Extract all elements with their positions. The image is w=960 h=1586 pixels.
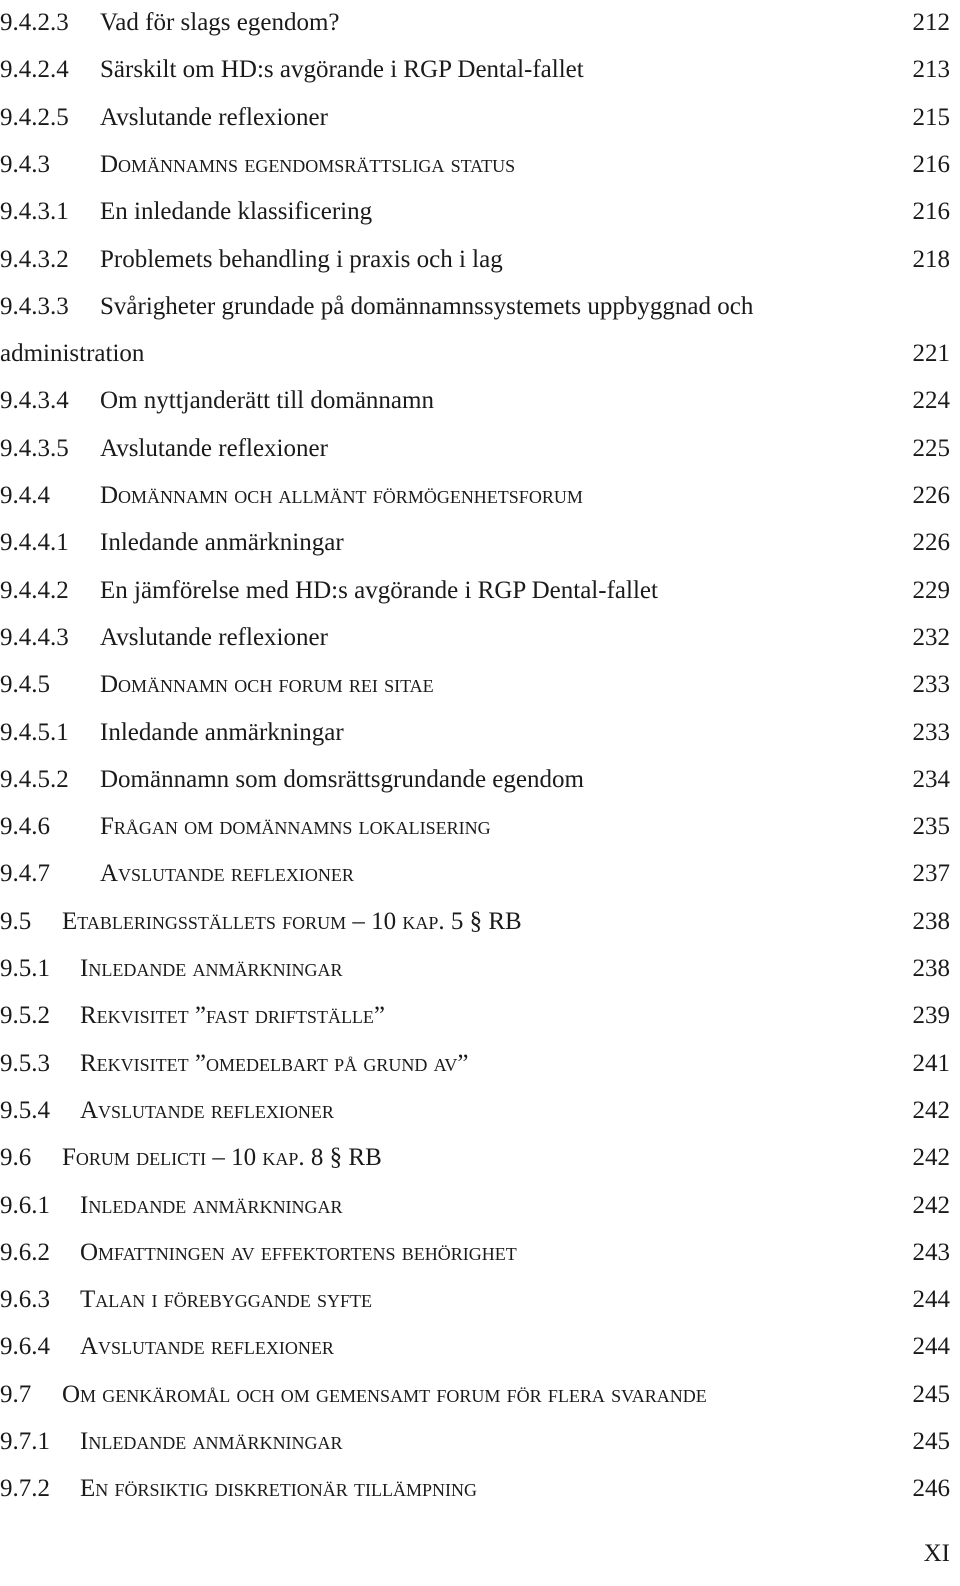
toc-entry-page: 226 — [912, 482, 950, 509]
toc-entry-page: 244 — [912, 1286, 950, 1314]
toc-entry-number: 9.4.5.1 — [0, 718, 69, 746]
toc-entry[interactable] — [0, 1183, 950, 1229]
toc-entry[interactable] — [0, 284, 950, 330]
page-folio: XI — [923, 1540, 950, 1567]
toc-entry-number: 9.4.5 — [0, 671, 50, 699]
toc-entry-number: 9.7.1 — [0, 1428, 50, 1455]
toc-entry[interactable] — [0, 804, 950, 850]
toc-entry-number: 9.5 — [0, 907, 32, 935]
toc-entry-number: 9.4.4.1 — [0, 529, 69, 557]
toc-entry-page: 242 — [912, 1144, 950, 1172]
toc-entry-page: 233 — [912, 671, 950, 699]
toc-entry-page: 242 — [912, 1191, 950, 1219]
toc-entry-page: 224 — [912, 387, 950, 415]
toc-entry-continuation — [0, 331, 950, 377]
toc-entry-title: Etableringsställets forum – 10 kap. 5 § RB — [62, 907, 522, 935]
toc-entry-title: Svårigheter grundade på domännamnssystemets uppbyggnad och — [100, 292, 754, 320]
toc-entry-page: 216 — [912, 150, 950, 178]
toc-entry-number: 9.4.2.3 — [0, 9, 69, 36]
toc-entry-number: 9.5.2 — [0, 1002, 50, 1030]
toc-entry[interactable] — [0, 426, 950, 472]
toc-entry-number: 9.4.3.2 — [0, 245, 69, 273]
toc-entry-title: Avslutande reflexioner — [80, 1333, 334, 1361]
toc-entry-number: 9.7 — [0, 1380, 32, 1408]
toc-entry-page: 245 — [912, 1428, 950, 1455]
toc-entry[interactable] — [0, 237, 950, 283]
toc-entry-page: 221 — [912, 340, 950, 368]
toc-entry-title: Frågan om domännamns lokalisering — [100, 813, 491, 841]
toc-entry-page: 242 — [912, 1096, 950, 1124]
toc-entry[interactable] — [0, 47, 950, 93]
toc-entry-title: En jämförelse med HD:s avgörande i RGP Dental-fallet — [100, 576, 658, 604]
toc-entry-number: 9.4.3.1 — [0, 198, 69, 226]
toc-entry-page: 229 — [912, 576, 950, 604]
toc-entry[interactable] — [0, 1088, 950, 1134]
toc-entry-number: 9.4.3.4 — [0, 387, 69, 415]
toc-entry-page: 225 — [912, 434, 950, 462]
toc-entry-title: Inledande anmärkningar — [80, 1191, 343, 1219]
toc-entry-title: Rekvisitet ”fast driftställe” — [80, 1002, 386, 1030]
toc-entry-number: 9.4.3 — [0, 150, 50, 178]
toc-entry-number: 9.4.4.2 — [0, 576, 69, 604]
toc-entry-title: Talan i förebyggande syfte — [80, 1286, 373, 1314]
toc-entry-page: 246 — [912, 1475, 950, 1503]
toc-entry-title: Omfattningen av effektortens behörighet — [80, 1238, 517, 1266]
toc-entry-number: 9.6.4 — [0, 1333, 50, 1361]
toc-entry-number: 9.4.3.3 — [0, 292, 69, 320]
toc-entry-title: Avslutande reflexioner — [100, 434, 328, 462]
toc-entry[interactable] — [0, 95, 950, 141]
toc-entry-page: 233 — [912, 718, 950, 746]
toc-entry-title: Särskilt om HD:s avgörande i RGP Dental-fallet — [100, 56, 584, 84]
toc-entry[interactable] — [0, 851, 950, 897]
toc-entry-title: Avslutande reflexioner — [100, 623, 328, 651]
toc-entry-title: Domännamn och allmänt förmögenhetsforum — [100, 482, 583, 509]
toc-entry-number: 9.4.7 — [0, 860, 50, 888]
toc-entry[interactable] — [0, 993, 950, 1039]
toc-entry-title: Domännamn och forum rei sitae — [100, 671, 434, 699]
toc-entry-title: Inledande anmärkningar — [100, 529, 344, 557]
toc-entry[interactable] — [0, 378, 950, 424]
toc-entry-title: Domännamns egendomsrättsliga status — [100, 150, 516, 178]
toc-entry-title: Inledande anmärkningar — [80, 955, 343, 982]
toc-entry-number: 9.4.4.3 — [0, 623, 69, 651]
toc-entry-title: Avslutande reflexioner — [80, 1096, 334, 1124]
toc-entry-number: 9.5.4 — [0, 1096, 50, 1124]
toc-entry-title: Vad för slags egendom? — [100, 9, 340, 36]
toc-entry-title: Rekvisitet ”omedelbart på grund av” — [80, 1049, 469, 1077]
toc-entry-title: Om genkäromål och om gemensamt forum för flera svarande — [62, 1380, 707, 1408]
toc-entry-title: Forum delicti – 10 kap. 8 § RB — [62, 1144, 382, 1172]
toc-entry-page: 238 — [912, 907, 950, 935]
toc-entry-page: 237 — [912, 860, 950, 888]
toc-entry-page: 239 — [912, 1002, 950, 1030]
toc-entry-title: Problemets behandling i praxis och i lag — [100, 245, 503, 273]
toc-entry-page: 232 — [912, 623, 950, 651]
toc-entry-page: 234 — [912, 765, 950, 793]
toc-entry-title: En inledande klassificering — [100, 198, 373, 226]
toc-entry[interactable] — [0, 615, 950, 661]
toc-entry-page: 213 — [912, 56, 950, 84]
toc-entry-page: 238 — [912, 955, 950, 982]
toc-entry[interactable] — [0, 1135, 950, 1181]
toc-entry-title-continuation: administration — [0, 340, 145, 368]
toc-entry-number: 9.4.6 — [0, 813, 50, 841]
toc-entry[interactable] — [0, 1230, 950, 1276]
toc-entry[interactable] — [0, 710, 950, 756]
toc-entry-page: 215 — [912, 103, 950, 131]
toc-entry[interactable] — [0, 189, 950, 235]
toc-entry-page: 241 — [912, 1049, 950, 1077]
toc-entry[interactable] — [0, 142, 950, 188]
toc-entry-title: Inledande anmärkningar — [100, 718, 344, 746]
toc-entry[interactable] — [0, 946, 950, 992]
toc-entry-title: Avslutande reflexioner — [100, 860, 354, 888]
toc-entry-title: Om nyttjanderätt till domännamn — [100, 387, 434, 415]
toc-entry-page: 244 — [912, 1333, 950, 1361]
toc-entry-page: 212 — [912, 9, 950, 36]
toc-entry-number: 9.4.5.2 — [0, 765, 69, 793]
toc-entry-page: 235 — [912, 813, 950, 841]
toc-entry[interactable] — [0, 899, 950, 945]
toc-entry[interactable] — [0, 1324, 950, 1370]
toc-entry[interactable] — [0, 1277, 950, 1323]
toc-entry-title: Inledande anmärkningar — [80, 1428, 343, 1455]
toc-entry-number: 9.5.1 — [0, 955, 50, 982]
toc-entry-page: 243 — [912, 1238, 950, 1266]
toc-entry[interactable] — [0, 1041, 950, 1087]
toc-entry-page: 216 — [912, 198, 950, 226]
toc-entry[interactable] — [0, 1419, 950, 1465]
toc-entry[interactable] — [0, 568, 950, 614]
toc-entry-number: 9.4.2.4 — [0, 56, 69, 84]
toc-entry[interactable] — [0, 520, 950, 566]
toc-entry-title: Domännamn som domsrättsgrundande egendom — [100, 765, 584, 793]
toc-entry-number: 9.4.4 — [0, 482, 50, 509]
toc-entry[interactable] — [0, 0, 950, 46]
toc-entry[interactable] — [0, 1372, 950, 1418]
toc-entry[interactable] — [0, 1466, 950, 1512]
toc-entry-page: 245 — [912, 1380, 950, 1408]
toc-entry-number: 9.7.2 — [0, 1475, 50, 1503]
toc-entry-number: 9.4.2.5 — [0, 103, 69, 131]
toc-entry-title: Avslutande reflexioner — [100, 103, 328, 131]
toc-entry-number: 9.6.3 — [0, 1286, 50, 1314]
toc-entry[interactable] — [0, 662, 950, 708]
toc-entry-number: 9.5.3 — [0, 1049, 50, 1077]
toc-entry-number: 9.6 — [0, 1144, 32, 1172]
toc-entry[interactable] — [0, 473, 950, 519]
toc-entry-page: 218 — [912, 245, 950, 273]
toc-entry-number: 9.4.3.5 — [0, 434, 69, 462]
toc-entry-title: En försiktig diskretionär tillämpning — [80, 1475, 478, 1503]
toc-entry[interactable] — [0, 757, 950, 803]
toc-entry-number: 9.6.1 — [0, 1191, 50, 1219]
toc-entry-number: 9.6.2 — [0, 1238, 50, 1266]
toc-entry-page: 226 — [912, 529, 950, 557]
